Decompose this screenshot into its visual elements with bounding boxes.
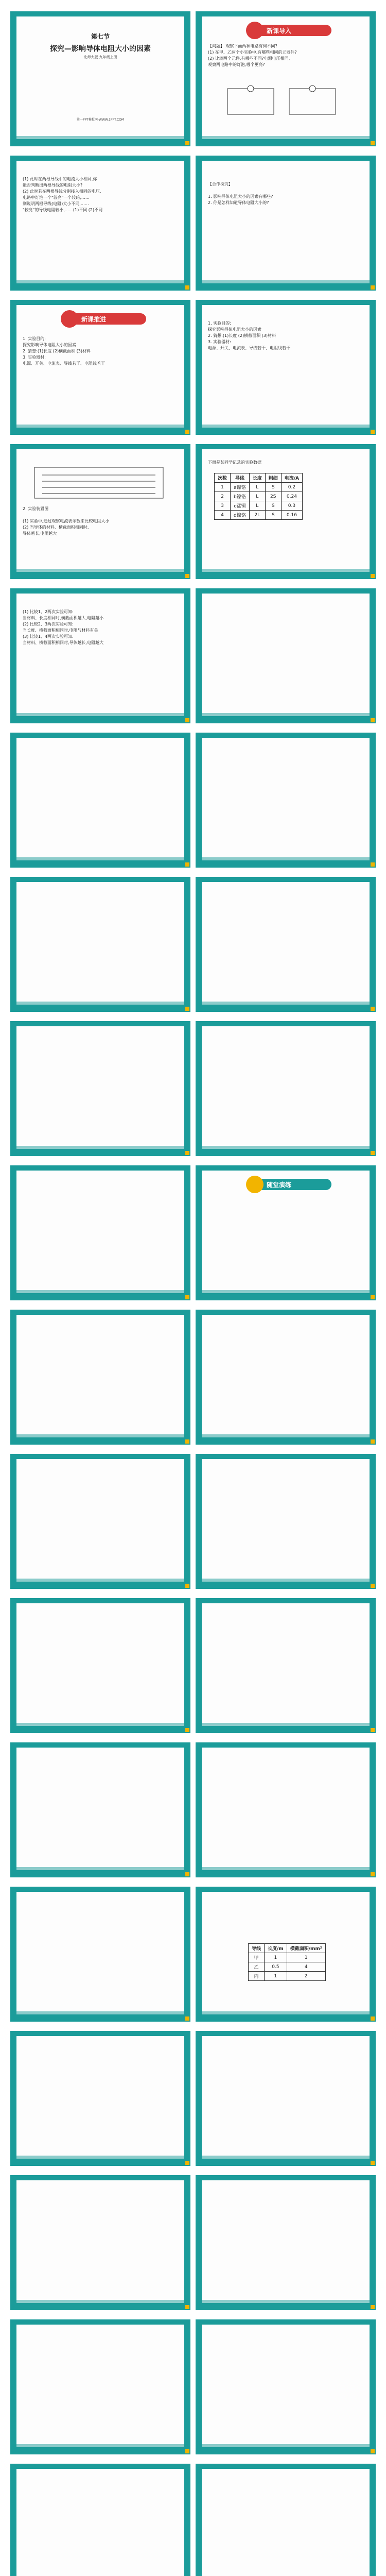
corner-mark: [185, 718, 189, 722]
cell: 2: [215, 492, 231, 501]
slide-new-lesson[interactable]: [10, 300, 190, 435]
cell: 2: [287, 1972, 325, 1981]
slide-card: [202, 305, 370, 428]
slide-card: [202, 1171, 370, 1293]
slide-content[interactable]: [10, 1598, 190, 1733]
slide-text: (1) 比较1、2两次实验可知: 当材料、长度相同时,横截面积越大,电阻越小 (2) 比较2、3两次实验可知: 当长度、横截面积相同时,电阻与材料有关 (3) 比较1、4两次实验可知: 当材料、横截面积相同时,导体越长,电阻越大: [23, 609, 104, 645]
slide-card: [16, 449, 184, 572]
slide-conclusion[interactable]: [10, 588, 190, 723]
cell: 4: [215, 511, 231, 520]
slide-exercise[interactable]: [196, 588, 376, 723]
edition-label: 北师大版 九年级上册: [83, 55, 117, 59]
corner-mark: [185, 430, 189, 434]
header-cell: 导线: [249, 1944, 265, 1953]
slide-data-table[interactable]: [196, 444, 376, 579]
cell: 2S: [265, 492, 281, 501]
slide-content[interactable]: [10, 2464, 190, 2576]
slide-cooperate[interactable]: [196, 156, 376, 291]
section-banner: [246, 1176, 334, 1193]
table-row: [215, 492, 303, 501]
slide-content[interactable]: [10, 1165, 190, 1300]
table-header-row: [249, 1944, 326, 1953]
slide-content[interactable]: [196, 1021, 376, 1156]
cell: 3: [215, 501, 231, 511]
slide-question[interactable]: [10, 156, 190, 291]
slide-content[interactable]: [196, 1598, 376, 1733]
lesson-title: 探究—影响导体电阻大小的因素: [50, 45, 151, 53]
slide-card: [16, 16, 184, 139]
table-row: [249, 1972, 326, 1981]
slide-text: 1. 实验目的: 探究影响导体电阻大小的因素 2. 猜想:(1)长度 (2)横截面积 (3)材料 3. 实验器材: 电源、开关、电流表、导线若干、电阻线若干: [208, 321, 290, 350]
cell: 1: [287, 1953, 325, 1962]
corner-mark: [185, 285, 189, 290]
cell: 乙: [249, 1962, 265, 1972]
cell: S: [265, 501, 281, 511]
header-cell: 粗细: [265, 473, 281, 483]
corner-mark: [371, 718, 375, 722]
cell: S: [265, 483, 281, 492]
cell: d镍铬: [231, 511, 250, 520]
slide-content[interactable]: [10, 2319, 190, 2454]
slide-text: 2. 实验装置图 (1) 实验中,通过观察电流表示数来比较电阻大小 (2) 当导体的材料、横截面积相同时, 导体越长,电阻越大: [23, 506, 110, 536]
corner-mark: [371, 285, 375, 290]
header-cell: 长度: [249, 473, 265, 483]
cell: b镍铬: [231, 492, 250, 501]
wire-board-diagram: [32, 465, 166, 501]
slide-card: [16, 161, 184, 283]
data-table: [248, 1943, 326, 1981]
slide-content[interactable]: [10, 1742, 190, 1877]
corner-mark: [185, 574, 189, 578]
slide-card: [16, 594, 184, 716]
cell: c锰铜: [231, 501, 250, 511]
circuit-diagram: [222, 83, 346, 125]
header-cell: 电流/A: [281, 473, 302, 483]
slide-content[interactable]: [196, 877, 376, 1012]
cell: 4: [287, 1962, 325, 1972]
section-label: 第七节: [91, 33, 110, 40]
slide-experiment[interactable]: [196, 300, 376, 435]
section-banner: [61, 310, 148, 328]
slide-text: 【合作探究】 1. 影响导体电阻大小的因素有哪些? 2. 你是怎样知道导体电阻大小的?: [208, 182, 273, 205]
slide-practice[interactable]: [196, 1165, 376, 1300]
slide-content[interactable]: [196, 2319, 376, 2454]
slide-content[interactable]: [196, 1742, 376, 1877]
cell: 0.24: [281, 492, 302, 501]
table-row: [249, 1962, 326, 1972]
slide-content[interactable]: [10, 733, 190, 868]
table-row: [215, 511, 303, 520]
slide-text: 【问题】 观察下面两种电路有何不同? (1) 在甲、乙两个小实验中,有哪些相同的元器件? (2) 比较两个元件,有哪些不同?电源电压相同, 观察两电路中的灯泡,哪个更亮?: [208, 44, 297, 67]
cell: a镍铬: [231, 483, 250, 492]
header-cell: 横截面积/mm²: [287, 1944, 325, 1953]
cell: 2L: [249, 511, 265, 520]
cell: 0.2: [281, 483, 302, 492]
slide-text: (1) 此时在两根导线中的电流大小相同,你 能否判断出两根导线的电阻大小? (2) 此时若在两根导线分别接入相同的电压, 电路中灯泡一个"较亮"一个较暗,…… 则说明两根导线(电阻)大小不同,…… "较亮"的导线电阻较小,……(1)不同 (2)不同: [23, 177, 103, 212]
slide-content[interactable]: [10, 1454, 190, 1589]
slide-card: [202, 161, 370, 283]
cell: 甲: [249, 1953, 265, 1962]
cell: 1: [265, 1953, 287, 1962]
title-slide[interactable]: [10, 11, 190, 146]
cell: 0.5: [265, 1962, 287, 1972]
site-url: 第一PPT模板网-WWW.1PPT.COM: [76, 118, 125, 122]
slide-intro[interactable]: [196, 11, 376, 146]
table-row: [249, 1953, 326, 1962]
slide-card: [202, 594, 370, 716]
cell: 1: [215, 483, 231, 492]
slide-content[interactable]: [196, 2031, 376, 2166]
cell: 丙: [249, 1972, 265, 1981]
data-table: [214, 473, 303, 520]
banner-label: 新课导入: [267, 27, 292, 35]
slide-card: [202, 1892, 370, 2014]
slide-text: 下面是某同学记录的实验数据: [208, 460, 261, 465]
slide-text: 1. 实验目的: 探究影响导体电阻大小的因素 2. 猜想:(1)长度 (2)横截面积 (3)材料 3. 实验器材: 电源、开关、电流表、导线若干、电阻线若干: [23, 336, 105, 366]
corner-mark: [371, 430, 375, 434]
slide-content[interactable]: [10, 1887, 190, 2022]
section-banner: [246, 22, 334, 39]
slide-table2[interactable]: [196, 1887, 376, 2022]
cell: L: [249, 501, 265, 511]
slide-content[interactable]: [10, 2031, 190, 2166]
slide-content[interactable]: [196, 733, 376, 868]
cell: 1: [265, 1972, 287, 1981]
header-cell: 长度/m: [265, 1944, 287, 1953]
table-header-row: [215, 473, 303, 483]
cell: S: [265, 511, 281, 520]
slide-content[interactable]: [10, 2175, 190, 2310]
header-cell: 导线: [231, 473, 250, 483]
slide-card: [202, 449, 370, 572]
slide-content[interactable]: [196, 2464, 376, 2576]
slide-apparatus[interactable]: [10, 444, 190, 579]
slide-content[interactable]: [196, 2175, 376, 2310]
corner-mark: [371, 141, 375, 145]
slide-content[interactable]: [10, 1310, 190, 1445]
slide-content[interactable]: [196, 1454, 376, 1589]
header-cell: 次数: [215, 473, 231, 483]
slide-content[interactable]: [196, 1310, 376, 1445]
corner-mark: [185, 141, 189, 145]
table-row: [215, 483, 303, 492]
cell: L: [249, 483, 265, 492]
slide-card: [202, 16, 370, 139]
slide-card: [16, 305, 184, 428]
slide-content[interactable]: [10, 877, 190, 1012]
banner-label: 新课推进: [81, 316, 107, 323]
cell: 0.3: [281, 501, 302, 511]
cell: L: [249, 492, 265, 501]
corner-mark: [371, 574, 375, 578]
slide-content[interactable]: [10, 1021, 190, 1156]
banner-label: 随堂演练: [267, 1181, 292, 1189]
cell: 0.16: [281, 511, 302, 520]
table-row: [215, 501, 303, 511]
